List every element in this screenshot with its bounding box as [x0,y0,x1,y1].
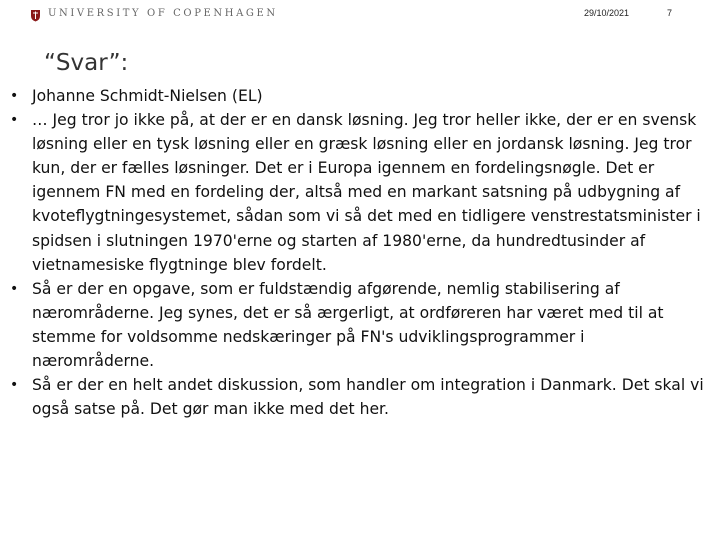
bullet-item [10,108,710,277]
bullet-dot: • [10,88,19,104]
bullet-text: … Jeg tror jo ikke på, at der er en dansk løsning. Jeg tror heller ikke, der er en svensk løsning eller en tysk løsning eller en græsk løsning eller en jordansk løsning. Jeg tror kun, der er fælles løsninger. Det er i Europa igennem en fordelingsnøgle. Det er igennem FN med en fordeling der, altså med en markant satsning på udbygning af kvoteflygtningesystemet, sådan som vi så det med en tidligere venstrestatsminister i spidsen i slutningen 1970'erne og starten af 1980'erne, da hundredtusinder af vietnamesiske flygtninge blev fordelt. [32,111,701,274]
bullet-text: Så er der en opgave, som er fuldstændig afgørende, nemlig stabilisering af nærområderne. Jeg synes, det er så ærgerligt, at ordføreren har været med til at stemme for voldsomme nedskæringer på FN's udviklingsprogrammer i nærområderne. [32,279,664,371]
university-name: UNIVERSITY OF COPENHAGEN [48,8,278,19]
page-number: 7 [667,8,673,18]
bullet-dot: • [10,112,19,129]
bullet-text: Så er der en helt andet diskussion, som handler om integration i Danmark. Det skal vi også satse på. Det gør man ikke med det her. [32,376,704,419]
bullet-dot: • [10,280,19,297]
university-seal-icon [30,7,41,20]
bullet-dot: • [10,377,19,394]
slide-date: 29/10/2021 [584,8,630,18]
bullet-item [10,277,710,373]
bullet-item [10,373,710,421]
bullet-text: Johanne Schmidt-Nielsen (EL) [32,87,263,105]
bullet-item [10,84,710,108]
bullet-list [10,84,710,421]
slide-header [0,0,720,30]
slide-title: “Svar”: [44,50,129,76]
